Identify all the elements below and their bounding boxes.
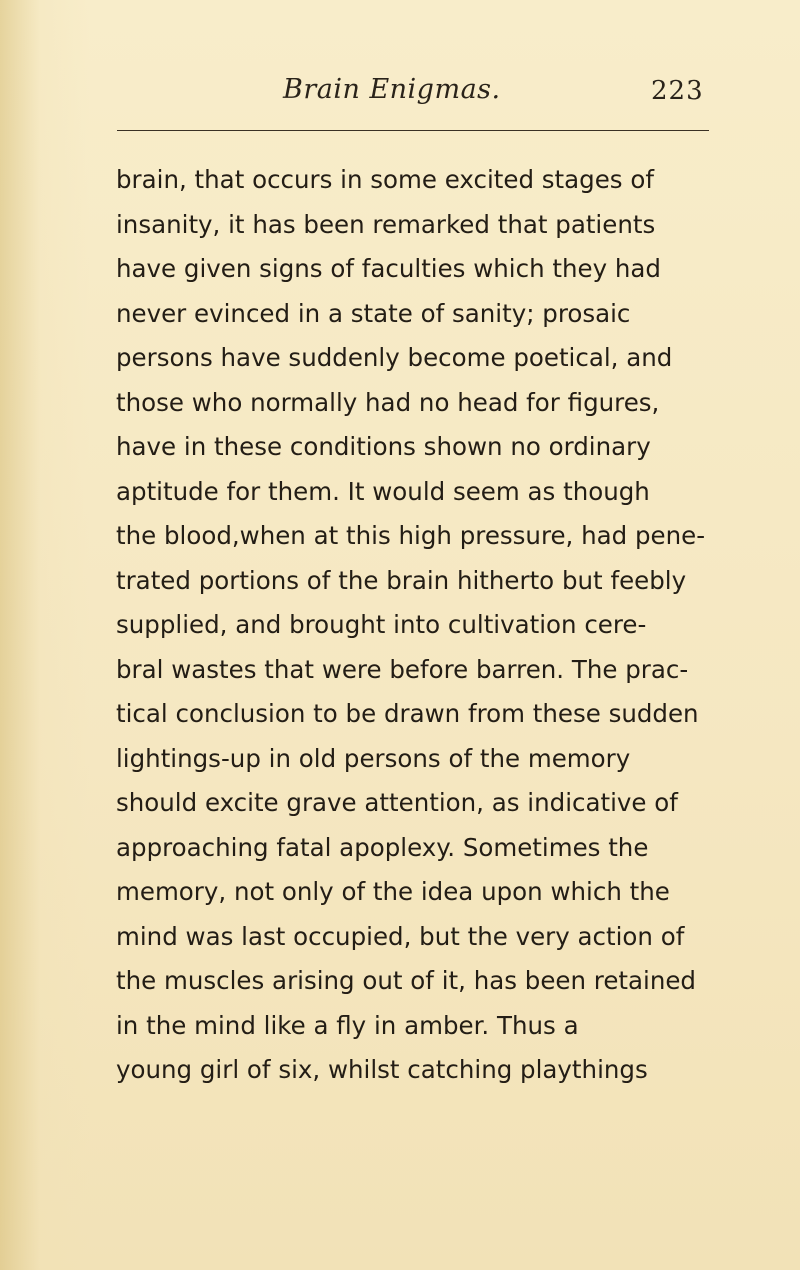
text-line: tical conclusion to be drawn from these sudden bbox=[116, 699, 699, 728]
text-line: should excite grave attention, as indicative of bbox=[116, 788, 678, 817]
text-line: the muscles arising out of it, has been retained bbox=[116, 966, 696, 995]
text-line: trated portions of the brain hitherto but feebly bbox=[116, 565, 687, 595]
text-line: those who normally had no head for figures, bbox=[116, 387, 660, 417]
text-line: never evinced in a state of sanity; prosaic bbox=[116, 298, 631, 328]
text-line: bral wastes that were before barren. The prac- bbox=[116, 654, 689, 684]
text-line: persons have suddenly become poetical, and bbox=[116, 343, 673, 372]
header-rule bbox=[117, 130, 709, 131]
text-line: aptitude for them. It would seem as though bbox=[116, 476, 650, 506]
text-line: approaching fatal apoplexy. Sometimes the bbox=[116, 832, 649, 862]
text-line: the blood,when at this high pressure, had pene- bbox=[116, 521, 706, 550]
text-line: memory, not only of the idea upon which the bbox=[116, 877, 670, 906]
text-line: insanity, it has been remarked that patients bbox=[116, 209, 656, 239]
text-line: brain, that occurs in some excited stages of bbox=[116, 165, 654, 194]
text-line: have given signs of faculties which they had bbox=[116, 254, 661, 283]
text-line: in the mind like a fly in amber. Thus a bbox=[116, 1010, 579, 1040]
text-line: lightings-up in old persons of the memory bbox=[116, 743, 631, 773]
running-title: Brain Enigmas. bbox=[283, 74, 501, 105]
text-line: supplied, and brought into cultivation cere- bbox=[116, 610, 647, 639]
page-number: 223 bbox=[651, 76, 704, 106]
page-header bbox=[0, 74, 800, 114]
text-line: young girl of six, whilst catching playthings bbox=[116, 1055, 648, 1084]
text-line: mind was last occupied, but the very action of bbox=[116, 921, 685, 951]
body-text bbox=[116, 158, 716, 1093]
text-line: have in these conditions shown no ordinary bbox=[116, 432, 651, 461]
